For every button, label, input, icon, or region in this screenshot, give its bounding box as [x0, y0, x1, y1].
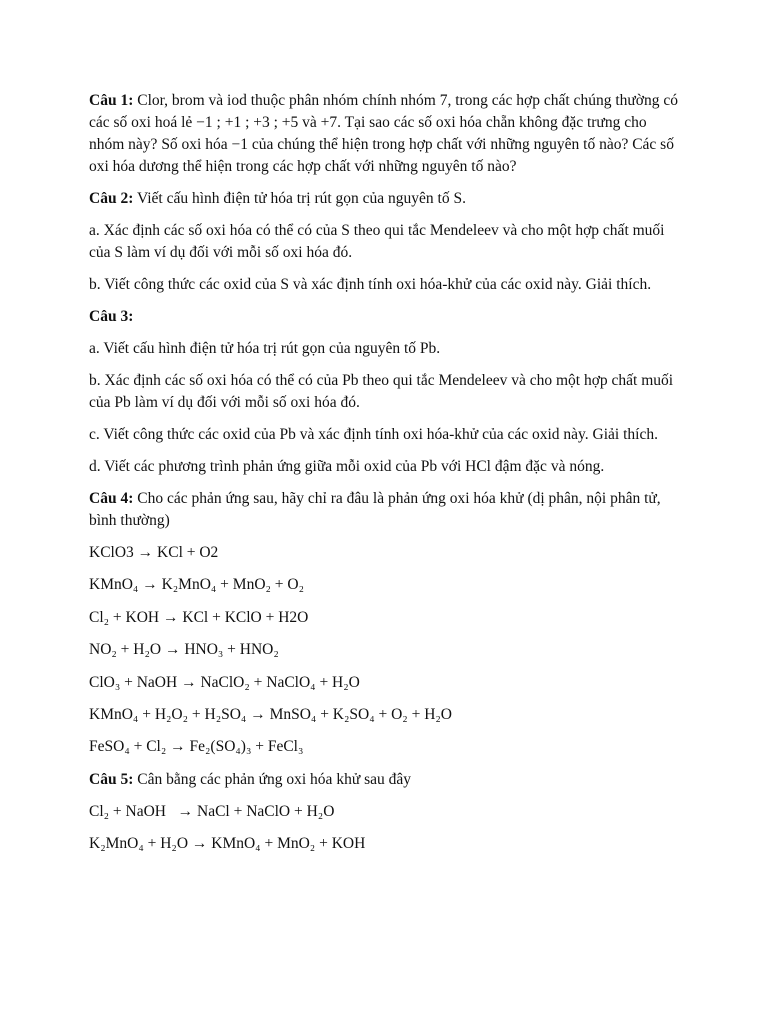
reaction: Cl₂ + NaOH → NaCl + NaClO + H₂O — [89, 802, 335, 820]
question-5-label: Câu 5: — [89, 770, 134, 788]
reaction: Cl₂ + KOH → KCl + KClO + H2O — [89, 608, 309, 626]
reaction: K₂MnO₄ + H₂O → KMnO₄ + MnO₂ + KOH — [89, 835, 366, 853]
question-3 — [89, 306, 681, 328]
question-2a: a. Xác định các số oxi hóa có thể có của S theo qui tắc Mendeleev và cho một hợp chất muối của S làm ví dụ đối với mỗi số oxi hóa đó. — [89, 222, 665, 261]
document-page — [89, 90, 681, 866]
reaction: FeSO₄ + Cl₂ → Fe₂(SO₄)₃ + FeCl₃ — [89, 738, 304, 756]
reaction: ClO₃ + NaOH → NaClO₂ + NaClO₄ + H₂O — [89, 673, 360, 691]
reaction: KClO3 → KCl + O2 — [89, 544, 219, 561]
question-1-label: Câu 1: — [89, 92, 134, 109]
question-2-label: Câu 2: — [89, 190, 134, 207]
question-2 — [89, 188, 681, 210]
question-1-text: Clor, brom và iod thuộc phân nhóm chính nhóm 7, trong các hợp chất chúng thường có các số oxi hoá lẻ −1 ; +1 ; +3 ; +5 và +7. Tại sao các số oxi hóa chẵn không đặc trưng cho nhóm này? Số oxi hóa −1 của chúng thể hiện trong hợp chất với những nguyên tố nào? Các số oxi hóa dương thể hiện trong các hợp chất với những nguyên tố nào? — [89, 92, 678, 175]
question-3-label: Câu 3: — [89, 308, 134, 325]
question-5 — [89, 769, 681, 791]
reaction: NO₂ + H₂O → HNO₃ + HNO₂ — [89, 641, 279, 659]
question-4-label: Câu 4: — [89, 490, 134, 507]
question-5-text: Cân bằng các phản ứng oxi hóa khử sau đây — [133, 770, 412, 788]
question-3c: c. Viết công thức các oxid của Pb và xác định tính oxi hóa-khử của các oxid này. Giải thích. — [89, 426, 658, 443]
question-2b: b. Viết công thức các oxid của S và xác định tính oxi hóa-khử của các oxid này. Giải thích. — [89, 276, 652, 293]
question-3b: b. Xác định các số oxi hóa có thể có của Pb theo qui tắc Mendeleev và cho một hợp chất muối của Pb làm ví dụ đối với mỗi số oxi hóa đó. — [89, 372, 674, 411]
question-3d: d. Viết các phương trình phản ứng giữa mỗi oxid của Pb với HCl đậm đặc và nóng. — [89, 458, 605, 475]
question-3a: a. Viết cấu hình điện tử hóa trị rút gọn của nguyên tố Pb. — [89, 340, 441, 357]
question-4-text: Cho các phản ứng sau, hãy chỉ ra đâu là phản ứng oxi hóa khử (dị phân, nội phân tử, bình thường) — [89, 490, 661, 529]
question-2-text: Viết cấu hình điện tử hóa trị rút gọn của nguyên tố S. — [133, 190, 466, 207]
question-1 — [89, 90, 681, 178]
question-4 — [89, 488, 681, 532]
reaction: KMnO₄ → K₂MnO₄ + MnO₂ + O₂ — [89, 576, 305, 594]
reaction: KMnO₄ + H₂O₂ + H₂SO₄ → MnSO₄ + K₂SO₄ + O₂ + H₂O — [89, 705, 452, 723]
